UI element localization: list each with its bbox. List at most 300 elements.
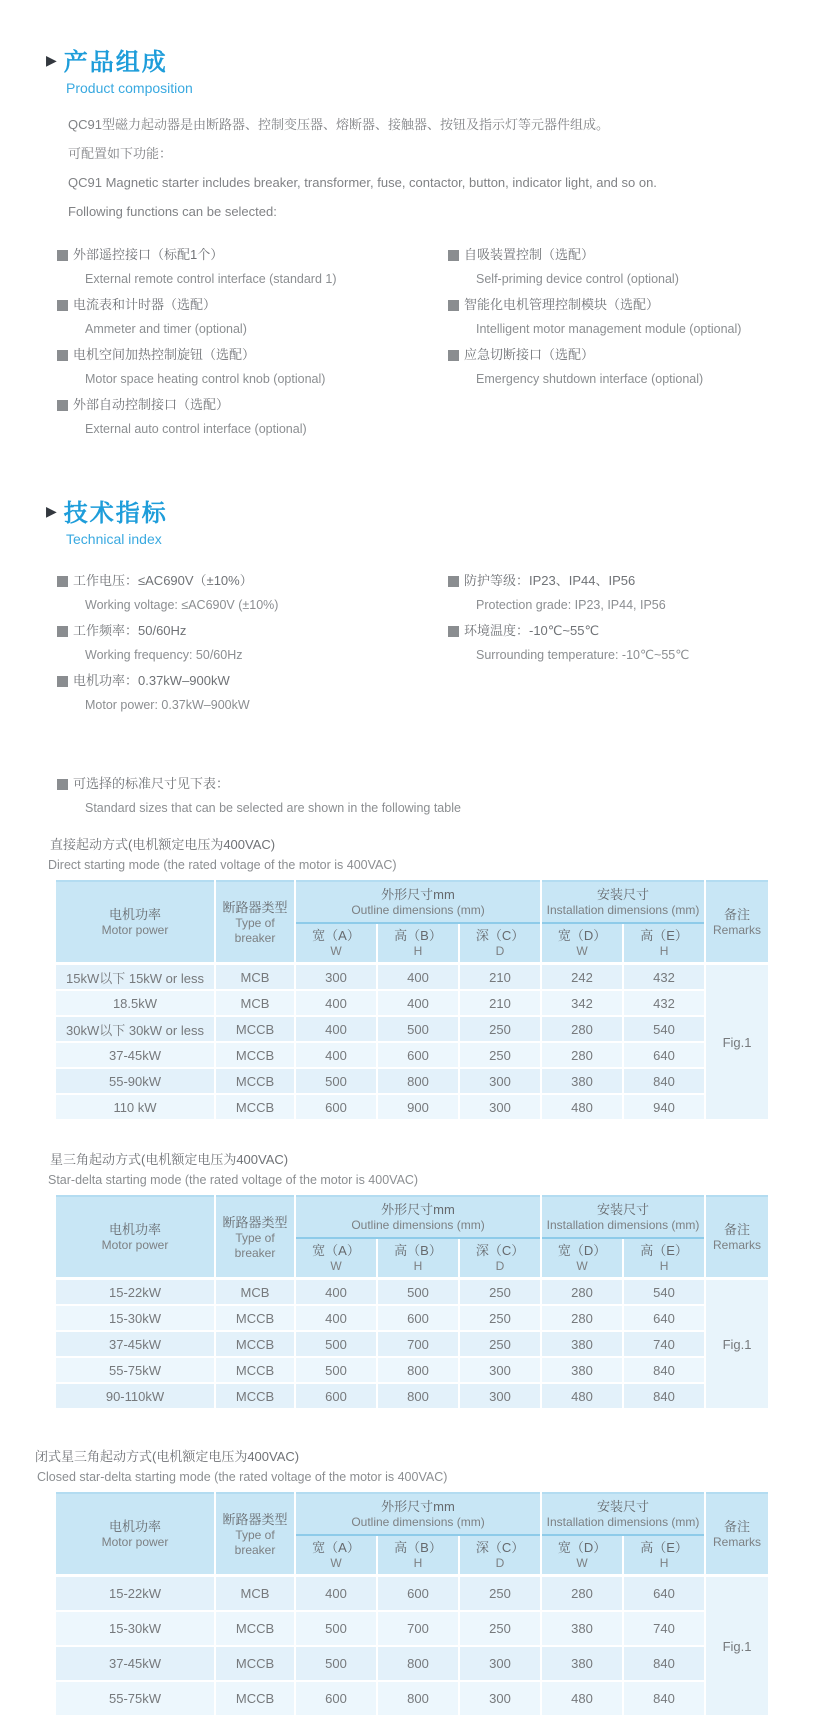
spec-item-cn: [57, 672, 448, 690]
col-subheader-a-cn: 宽（A）: [312, 928, 360, 943]
feature-item-cn: [448, 346, 830, 364]
col-header-installation-dimensions: [542, 1195, 704, 1239]
col-header-motor-power: [56, 880, 214, 965]
col-header-remarks-cn: 备注: [724, 1519, 751, 1534]
table-cell: MCCB: [216, 1095, 294, 1121]
technical-index-section: [0, 493, 830, 721]
table-cell: 342: [542, 991, 622, 1017]
table-cell: 800: [378, 1384, 458, 1410]
table-cell: 800: [378, 1358, 458, 1384]
feature-item-cn-text: 应急切断接口（选配）: [464, 347, 595, 362]
bullet-square-icon: [57, 400, 68, 411]
col-subheader-c-en: D: [495, 1556, 505, 1570]
table-cell: 300: [460, 1095, 540, 1121]
col-subheader-d-cn: 宽（D）: [557, 1243, 607, 1258]
table-cell: 250: [460, 1612, 540, 1647]
spec-item-cn-text: 工作电压：≤AC690V（±10%）: [73, 573, 253, 588]
section-arrow-icon: ▶: [46, 502, 57, 519]
table-cell: 15-30kW: [56, 1306, 214, 1332]
col-subheader-e-en: H: [659, 1556, 669, 1570]
table-cell: 18.5kW: [56, 991, 214, 1017]
table-row: [56, 991, 768, 1017]
col-header-remarks-en: Remarks: [713, 923, 762, 937]
table-cell: 300: [460, 1358, 540, 1384]
bullet-square-icon: [448, 250, 459, 261]
table-cell: 15-30kW: [56, 1612, 214, 1647]
col-header-breaker-type-en: Type of breaker: [234, 915, 276, 945]
table-block-2: [0, 1151, 830, 1410]
col-header-motor-power-en: Motor power: [101, 923, 169, 937]
table-cell: 55-75kW: [56, 1358, 214, 1384]
note-cn: [57, 775, 830, 793]
table-cell: MCB: [216, 1577, 294, 1612]
col-subheader-d-cn: 宽（D）: [557, 1540, 607, 1555]
table-cell: 90-110kW: [56, 1384, 214, 1410]
spec-item-en: Motor power: 0.37kW–900kW: [85, 698, 250, 712]
table-cell: 400: [296, 1043, 376, 1069]
col-subheader-e-cn: 高（E）: [640, 928, 688, 943]
spec-column-right: [448, 563, 830, 721]
col-header-motor-power-cn: 电机功率: [108, 907, 161, 922]
col-subheader-e: [624, 1239, 704, 1280]
col-header-outline-dimensions: [296, 1195, 540, 1239]
col-subheader-d: [542, 1239, 622, 1280]
table-cell: 700: [378, 1332, 458, 1358]
table-cell: 800: [378, 1647, 458, 1682]
table-cell: 600: [378, 1043, 458, 1069]
col-header-installation-dimensions-cn: 安装尺寸: [597, 1202, 650, 1217]
col-subheader-b: [378, 1239, 458, 1280]
table-cell: 400: [378, 991, 458, 1017]
table-cell: 500: [378, 1017, 458, 1043]
table-cell: 280: [542, 1017, 622, 1043]
col-subheader-c-cn: 深（C）: [475, 1243, 525, 1258]
table-cell: 740: [624, 1332, 704, 1358]
table-row: [56, 1017, 768, 1043]
col-subheader-d-en: W: [576, 944, 588, 958]
table-cell: MCCB: [216, 1358, 294, 1384]
feature-column-right: [448, 237, 830, 445]
col-header-breaker-type-cn: 断路器类型: [222, 1214, 288, 1230]
col-subheader-a-en: W: [330, 1556, 342, 1570]
col-subheader-c-cn: 深（C）: [475, 928, 525, 943]
table-title-en-text: Star-delta starting mode (the rated voltage of the motor is 400VAC): [48, 1173, 419, 1187]
col-subheader-a-en: W: [330, 1259, 342, 1273]
table-row: [56, 1647, 768, 1682]
table-row: [56, 1384, 768, 1410]
table-cell: 55-90kW: [56, 1069, 214, 1095]
table-row: [56, 965, 768, 991]
spec-table-1: [54, 880, 770, 1121]
table-cell: 300: [460, 1647, 540, 1682]
col-subheader-b-en: H: [413, 1556, 423, 1570]
table-cell: 500: [296, 1647, 376, 1682]
col-subheader-c: [460, 1239, 540, 1280]
table-cell: 15-22kW: [56, 1577, 214, 1612]
table-cell: MCCB: [216, 1647, 294, 1682]
table-cell: 110 kW: [56, 1095, 214, 1121]
table-title-en: [48, 857, 830, 873]
table-title-cn-text: 星三角起动方式(电机额定电压为400VAC): [50, 1152, 289, 1167]
table-cell: 400: [296, 1306, 376, 1332]
intro-paragraph-en2: Following functions can be selected:: [68, 204, 277, 219]
col-subheader-a: [296, 1536, 376, 1577]
table-cell: 250: [460, 1577, 540, 1612]
feature-item-cn-text: 外部自动控制接口（选配）: [73, 397, 230, 412]
col-header-remarks-cn: 备注: [724, 907, 751, 922]
col-subheader-c: [460, 1536, 540, 1577]
col-subheader-b-cn: 高（B）: [394, 1540, 442, 1555]
table-cell: 380: [542, 1332, 622, 1358]
table-cell: 600: [296, 1384, 376, 1410]
bullet-square-icon: [57, 300, 68, 311]
table-cell: 840: [624, 1647, 704, 1682]
col-subheader-e-cn: 高（E）: [640, 1540, 688, 1555]
col-subheader-d-en: W: [576, 1556, 588, 1570]
spec-table-2: [54, 1195, 770, 1410]
table-cell: 250: [460, 1017, 540, 1043]
feature-item-en: Ammeter and timer (optional): [85, 322, 247, 336]
bullet-square-icon: [57, 779, 68, 790]
table-cell: 250: [460, 1043, 540, 1069]
col-header-motor-power-en: Motor power: [101, 1238, 169, 1252]
table-cell: 400: [296, 991, 376, 1017]
table-title-en-text: Direct starting mode (the rated voltage of the motor is 400VAC): [48, 858, 397, 872]
feature-item-cn: [448, 246, 830, 264]
table-cell: 280: [542, 1577, 622, 1612]
col-header-breaker-type-en: Type of breaker: [234, 1527, 276, 1557]
spec-item-cn-text: 工作频率：50/60Hz: [73, 623, 187, 638]
col-header-installation-dimensions: [542, 880, 704, 924]
table-cell: MCCB: [216, 1306, 294, 1332]
intro-paragraph-en: QC91 Magnetic starter includes breaker, transformer, fuse, contactor, button, indicator light, and so on.: [68, 175, 657, 190]
spec-item-en: Surrounding temperature: -10℃~55℃: [476, 648, 690, 662]
table-row: [56, 1306, 768, 1332]
table-cell: 15-22kW: [56, 1280, 214, 1306]
col-header-installation-dimensions-en: Installation dimensions (mm): [546, 903, 700, 917]
bullet-square-icon: [448, 576, 459, 587]
table-cell: 300: [296, 965, 376, 991]
table-cell: 500: [378, 1280, 458, 1306]
table-cell: 432: [624, 991, 704, 1017]
table-cell: 740: [624, 1612, 704, 1647]
table-cell: MCCB: [216, 1332, 294, 1358]
table-cell: 900: [378, 1095, 458, 1121]
table-cell: MCCB: [216, 1384, 294, 1410]
col-header-breaker-type-cn: 断路器类型: [222, 1511, 288, 1527]
col-header-motor-power: [56, 1492, 214, 1577]
bullet-square-icon: [57, 676, 68, 687]
spec-item-cn-text: 电机功率：0.37kW–900kW: [73, 673, 230, 688]
feature-item-en: Intelligent motor management module (optional): [476, 322, 742, 336]
col-subheader-b-en: H: [413, 944, 423, 958]
table-row: [56, 1332, 768, 1358]
table-cell: 500: [296, 1069, 376, 1095]
feature-item-cn: [57, 296, 448, 314]
table-cell: 400: [296, 1577, 376, 1612]
col-header-outline-dimensions-cn: 外形尺寸mm: [381, 1499, 455, 1514]
spec-item-cn-text: 防护等级：IP23、IP44、IP56: [464, 573, 636, 588]
table-cell: 480: [542, 1384, 622, 1410]
spec-column-left: [57, 563, 448, 721]
feature-item-cn: [448, 296, 830, 314]
spec-item-cn: [448, 622, 830, 640]
spec-item-cn: [448, 572, 830, 590]
table-block-3: [0, 1448, 830, 1717]
table-row: [56, 1682, 768, 1717]
col-subheader-e-en: H: [659, 944, 669, 958]
table-row: [56, 1095, 768, 1121]
table-cell: 480: [542, 1095, 622, 1121]
col-subheader-e: [624, 924, 704, 965]
table-cell: 300: [460, 1069, 540, 1095]
table-cell: 400: [296, 1017, 376, 1043]
table-cell: 640: [624, 1577, 704, 1612]
table-cell: 380: [542, 1358, 622, 1384]
table-cell: 300: [460, 1682, 540, 1717]
table-cell: 640: [624, 1043, 704, 1069]
table-cell: 380: [542, 1612, 622, 1647]
col-subheader-a-cn: 宽（A）: [312, 1540, 360, 1555]
table-cell: 210: [460, 965, 540, 991]
standard-size-note: [57, 775, 830, 816]
section-title-cn: 技术指标: [63, 500, 168, 527]
table-cell: 940: [624, 1095, 704, 1121]
table-cell: 500: [296, 1332, 376, 1358]
table-cell: 250: [460, 1332, 540, 1358]
table-title-cn: [50, 1151, 830, 1168]
table-cell: MCB: [216, 1280, 294, 1306]
spec-item-cn: [57, 622, 448, 640]
table-title-en: [48, 1172, 830, 1188]
col-header-remarks-cn: 备注: [724, 1222, 751, 1237]
table-title-cn-text: 闭式星三角起动方式(电机额定电压为400VAC): [35, 1449, 300, 1464]
section-arrow-icon: ▶: [46, 51, 57, 68]
table-cell: 840: [624, 1069, 704, 1095]
table-row: [56, 1043, 768, 1069]
col-header-outline-dimensions-en: Outline dimensions (mm): [351, 903, 485, 917]
feature-columns: [57, 237, 830, 445]
col-header-outline-dimensions-cn: 外形尺寸mm: [381, 1202, 455, 1217]
table-cell: MCCB: [216, 1043, 294, 1069]
table-cell: 300: [460, 1384, 540, 1410]
table-row: [56, 1358, 768, 1384]
col-subheader-a: [296, 924, 376, 965]
feature-item-en: External remote control interface (standard 1): [85, 272, 337, 286]
table-row: [56, 1069, 768, 1095]
col-header-installation-dimensions-en: Installation dimensions (mm): [546, 1515, 700, 1529]
table-cell: 640: [624, 1306, 704, 1332]
bullet-square-icon: [448, 626, 459, 637]
col-subheader-b: [378, 1536, 458, 1577]
feature-item-cn-text: 外部遥控接口（标配1个）: [73, 247, 224, 262]
col-header-outline-dimensions-cn: 外形尺寸mm: [381, 887, 455, 902]
table-cell: 600: [296, 1095, 376, 1121]
table-cell: 800: [378, 1682, 458, 1717]
table-cell: 15kW以下 15kW or less: [56, 965, 214, 991]
table-cell: 540: [624, 1280, 704, 1306]
col-subheader-e-cn: 高（E）: [640, 1243, 688, 1258]
spec-item-en: Protection grade: IP23, IP44, IP56: [476, 598, 666, 612]
feature-item-cn: [57, 346, 448, 364]
col-header-remarks-en: Remarks: [713, 1535, 762, 1549]
remark-cell: Fig.1: [706, 1280, 768, 1410]
col-header-outline-dimensions-en: Outline dimensions (mm): [351, 1218, 485, 1232]
spec-table-3: [54, 1492, 770, 1717]
col-header-outline-dimensions: [296, 1492, 540, 1536]
feature-item-cn-text: 电流表和计时器（选配）: [73, 297, 217, 312]
table-cell: 280: [542, 1306, 622, 1332]
table-cell: 37-45kW: [56, 1647, 214, 1682]
table-cell: 250: [460, 1280, 540, 1306]
bullet-square-icon: [448, 300, 459, 311]
table-title-cn: [35, 1448, 830, 1465]
feature-item-cn: [57, 246, 448, 264]
table-cell: 280: [542, 1043, 622, 1069]
intro-paragraph-cn: QC91型磁力起动器是由断路器、控制变压器、熔断器、接触器、按钮及指示灯等元器件组成。: [68, 117, 609, 132]
remark-cell: Fig.1: [706, 965, 768, 1121]
note-en: Standard sizes that can be selected are shown in the following table: [85, 801, 461, 815]
col-header-motor-power: [56, 1195, 214, 1280]
table-cell: 500: [296, 1358, 376, 1384]
col-subheader-a-en: W: [330, 944, 342, 958]
bullet-square-icon: [57, 250, 68, 261]
table-row: [56, 1280, 768, 1306]
feature-item-en: Motor space heating control knob (optional): [85, 372, 326, 386]
col-subheader-c-cn: 深（C）: [475, 1540, 525, 1555]
table-cell: 700: [378, 1612, 458, 1647]
table-cell: 242: [542, 965, 622, 991]
col-subheader-b: [378, 924, 458, 965]
col-header-remarks: [706, 1195, 768, 1280]
table-cell: 800: [378, 1069, 458, 1095]
table-cell: 37-45kW: [56, 1043, 214, 1069]
table-cell: 432: [624, 965, 704, 991]
col-header-breaker-type: [216, 880, 294, 965]
table-cell: MCCB: [216, 1612, 294, 1647]
section-heading: [46, 493, 830, 528]
col-subheader-d: [542, 924, 622, 965]
table-cell: MCCB: [216, 1069, 294, 1095]
table-cell: 400: [296, 1280, 376, 1306]
col-header-remarks: [706, 1492, 768, 1577]
table-cell: MCB: [216, 991, 294, 1017]
col-subheader-d: [542, 1536, 622, 1577]
col-header-breaker-type: [216, 1492, 294, 1577]
product-composition-section: [0, 0, 830, 445]
table-cell: 380: [542, 1069, 622, 1095]
bullet-square-icon: [448, 350, 459, 361]
col-subheader-c: [460, 924, 540, 965]
table-cell: 600: [378, 1306, 458, 1332]
feature-item-cn-text: 智能化电机管理控制模块（选配）: [464, 297, 660, 312]
spec-item-en: Working frequency: 50/60Hz: [85, 648, 243, 662]
bullet-square-icon: [57, 576, 68, 587]
section-title-cn: 产品组成: [63, 49, 168, 76]
col-header-remarks-en: Remarks: [713, 1238, 762, 1252]
col-header-remarks: [706, 880, 768, 965]
feature-column-left: [57, 237, 448, 445]
spec-item-en: Working voltage: ≤AC690V (±10%): [85, 598, 279, 612]
table-cell: 380: [542, 1647, 622, 1682]
col-header-installation-dimensions-en: Installation dimensions (mm): [546, 1218, 700, 1232]
col-subheader-b-cn: 高（B）: [394, 1243, 442, 1258]
col-header-motor-power-cn: 电机功率: [108, 1222, 161, 1237]
remark-cell: Fig.1: [706, 1577, 768, 1717]
col-header-outline-dimensions: [296, 880, 540, 924]
col-header-breaker-type-en: Type of breaker: [234, 1230, 276, 1260]
col-header-breaker-type: [216, 1195, 294, 1280]
col-subheader-a: [296, 1239, 376, 1280]
table-cell: 210: [460, 991, 540, 1017]
spec-item-cn-text: 环境温度：-10℃~55℃: [464, 623, 600, 638]
table-cell: 250: [460, 1306, 540, 1332]
col-header-installation-dimensions-cn: 安装尺寸: [597, 1499, 650, 1514]
col-subheader-a-cn: 宽（A）: [312, 1243, 360, 1258]
table-cell: 37-45kW: [56, 1332, 214, 1358]
feature-item-en: External auto control interface (optional): [85, 422, 307, 436]
col-header-outline-dimensions-en: Outline dimensions (mm): [351, 1515, 485, 1529]
table-cell: 840: [624, 1358, 704, 1384]
bullet-square-icon: [57, 626, 68, 637]
spec-columns: [57, 563, 830, 721]
table-cell: MCB: [216, 965, 294, 991]
table-block-1: [0, 836, 830, 1121]
col-subheader-c-en: D: [495, 1259, 505, 1273]
feature-item-cn-text: 自吸装置控制（选配）: [464, 247, 595, 262]
section-title-en: Product composition: [66, 80, 193, 96]
table-cell: 600: [296, 1682, 376, 1717]
table-cell: 30kW以下 30kW or less: [56, 1017, 214, 1043]
feature-item-en: Emergency shutdown interface (optional): [476, 372, 704, 386]
col-header-motor-power-en: Motor power: [101, 1535, 169, 1549]
feature-item-cn: [57, 396, 448, 414]
col-header-breaker-type-cn: 断路器类型: [222, 899, 288, 915]
spec-item-cn: [57, 572, 448, 590]
intro-paragraph-cn2: 可配置如下功能：: [68, 146, 173, 161]
table-cell: MCCB: [216, 1682, 294, 1717]
col-header-installation-dimensions-cn: 安装尺寸: [597, 887, 650, 902]
table-title-en: [37, 1469, 830, 1485]
table-cell: 840: [624, 1682, 704, 1717]
col-subheader-c-en: D: [495, 944, 505, 958]
table-title-cn: [50, 836, 830, 853]
col-subheader-e: [624, 1536, 704, 1577]
table-cell: MCCB: [216, 1017, 294, 1043]
col-header-installation-dimensions: [542, 1492, 704, 1536]
table-row: [56, 1577, 768, 1612]
table-title-en-text: Closed star-delta starting mode (the rated voltage of the motor is 400VAC): [37, 1470, 448, 1484]
col-subheader-b-cn: 高（B）: [394, 928, 442, 943]
table-cell: 600: [378, 1577, 458, 1612]
table-cell: 280: [542, 1280, 622, 1306]
feature-item-cn-text: 电机空间加热控制旋钮（选配）: [73, 347, 256, 362]
col-subheader-d-en: W: [576, 1259, 588, 1273]
bullet-square-icon: [57, 350, 68, 361]
table-cell: 840: [624, 1384, 704, 1410]
spec-tables-container: [0, 836, 830, 1717]
col-subheader-d-cn: 宽（D）: [557, 928, 607, 943]
table-row: [56, 1612, 768, 1647]
col-subheader-b-en: H: [413, 1259, 423, 1273]
note-cn-text: 可选择的标准尺寸见下表：: [73, 776, 230, 791]
feature-item-en: Self-priming device control (optional): [476, 272, 679, 286]
table-cell: 400: [378, 965, 458, 991]
table-cell: 480: [542, 1682, 622, 1717]
col-header-motor-power-cn: 电机功率: [108, 1519, 161, 1534]
section-heading: [46, 42, 830, 77]
section-title-en: Technical index: [66, 531, 162, 547]
